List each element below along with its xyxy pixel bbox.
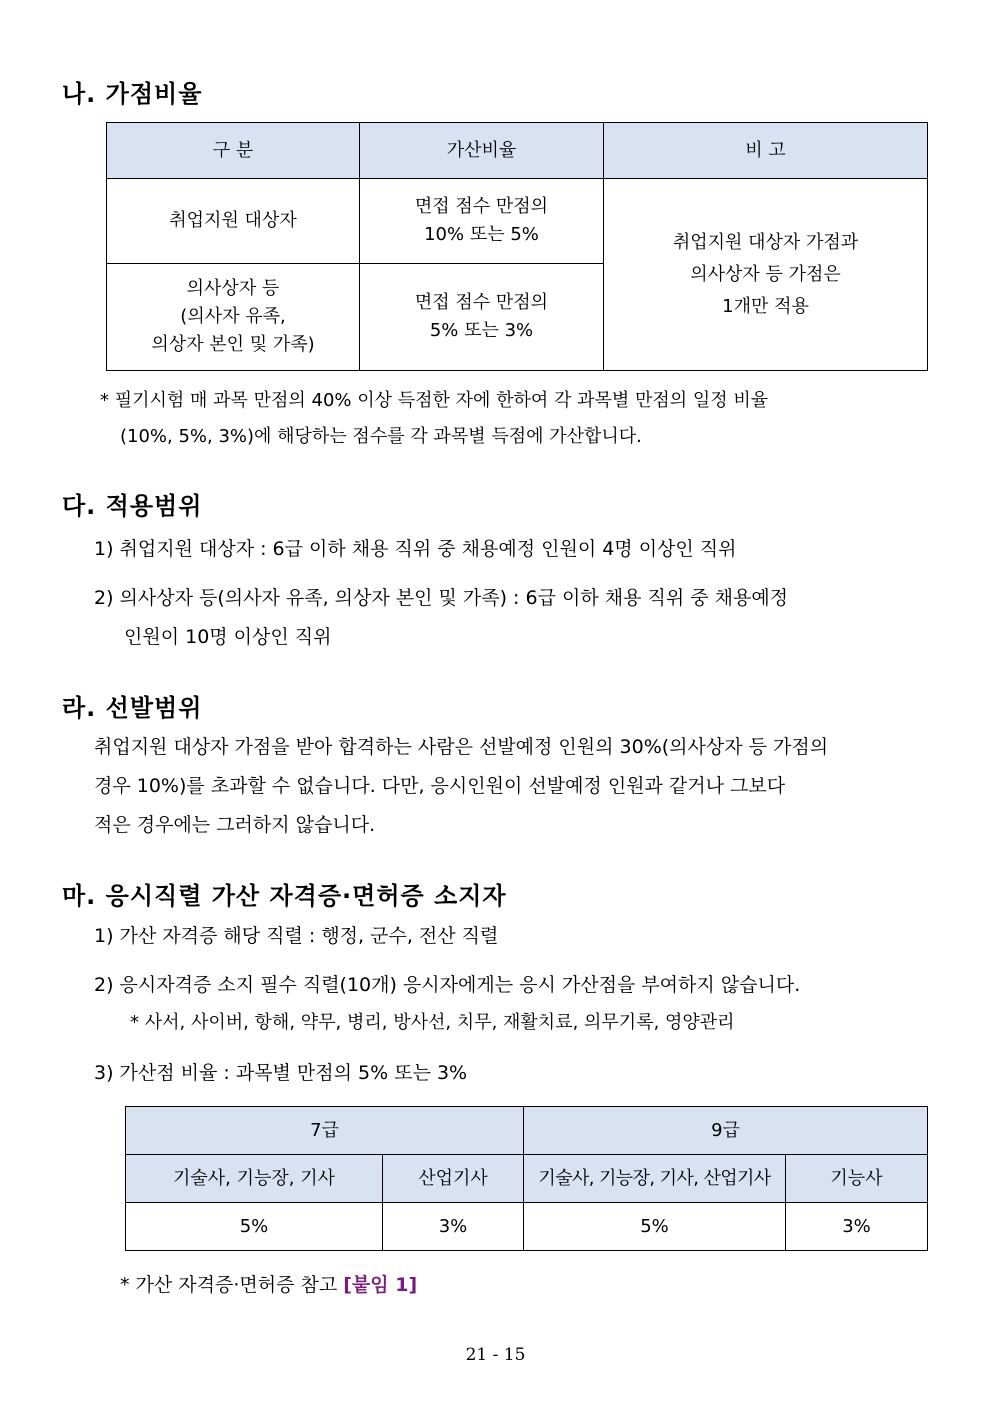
row2-category-line1: 의사상자 등 [186,278,280,299]
grade7-value-b: 3% [383,1203,524,1251]
section-heading-ma: 마. 응시직렬 가산 자격증·면허증 소지자 [62,882,507,910]
reference-link[interactable]: [붙임 1] [343,1274,418,1296]
grade9-value-b: 3% [786,1203,928,1251]
row1-rate-line2: 10% 또는 5% [424,224,539,245]
section-heading-da: 다. 적용범위 [62,492,203,520]
ma-item1: 1) 가산 자격증 해당 직렬 : 행정, 군수, 전산 직렬 [94,925,499,947]
header-remark: 비 고 [604,123,928,179]
row1-rate [360,179,604,264]
row2-category-line2: (의사자 유족, [180,306,286,327]
grade7-sub-a: 기술사, 기능장, 기사 [126,1155,383,1203]
header-category: 구 분 [107,123,360,179]
da-item2-line2: 인원이 10명 이상인 직위 [124,626,332,648]
row2-rate [360,264,604,371]
bonus-rate-table [106,122,928,371]
ra-line2: 경우 10%)를 초과할 수 없습니다. 다만, 응시인원이 선발예정 인원과 같거나 그보다 [94,775,786,797]
grade7-sub-b: 산업기사 [383,1155,524,1203]
da-item1: 1) 취업지원 대상자 : 6급 이하 채용 직위 중 채용예정 인원이 4명 이상인 직위 [94,538,737,560]
remark-line1: 취업지원 대상자 가점과 [672,231,859,253]
note-line1: * 필기시험 매 과목 만점의 40% 이상 득점한 자에 한하여 각 과목별 만점의 일정 비율 [100,390,769,411]
section-heading-ra: 라. 선발범위 [62,694,203,722]
ma-item3: 3) 가산점 비율 : 과목별 만점의 5% 또는 3% [94,1062,468,1084]
row2-rate-line2: 5% 또는 3% [429,320,534,341]
remark-cell [604,179,928,371]
header-rate: 가산비율 [360,123,604,179]
grade9-value-a: 5% [524,1203,786,1251]
page-number: 21 - 15 [465,1345,526,1365]
grade7-header: 7급 [126,1107,524,1155]
note-line2: (10%, 5%, 3%)에 해당하는 점수를 각 과목별 득점에 가산합니다. [120,426,642,447]
row2-category [107,264,360,371]
da-item2-line1: 2) 의사상자 등(의사자 유족, 의상자 본인 및 가족) : 6급 이하 채용 직위 중 채용예정 [94,587,789,609]
remark-line3: 1개만 적용 [722,295,809,317]
reference-prefix: * 가산 자격증·면허증 참고 [120,1274,344,1296]
row2-category-line3: 의상자 본인 및 가족) [151,334,315,355]
ma-item2-note: * 사서, 사이버, 항해, 약무, 병리, 방사선, 치무, 재활치료, 의무기록, 영양관리 [130,1012,735,1033]
reference-note [120,1272,417,1298]
grade9-sub-b: 기능사 [786,1155,928,1203]
row2-rate-line1: 면접 점수 만점의 [414,292,549,313]
grade9-sub-a: 기술사, 기능장, 기사, 산업기사 [524,1155,786,1203]
row1-category: 취업지원 대상자 [107,179,360,264]
ra-line3: 적은 경우에는 그러하지 않습니다. [94,814,376,836]
ra-line1: 취업지원 대상자 가점을 받아 합격하는 사람은 선발예정 인원의 30%(의사상자 등 가점의 [94,736,829,758]
section-heading-na: 나. 가점비율 [62,80,203,108]
certificate-bonus-table [125,1106,928,1251]
grade7-value-a: 5% [126,1203,383,1251]
row1-rate-line1: 면접 점수 만점의 [414,196,549,217]
ma-item2: 2) 응시자격증 소지 필수 직렬(10개) 응시자에게는 응시 가산점을 부여하지 않습니다. [94,974,801,996]
grade9-header: 9급 [524,1107,928,1155]
remark-line2: 의사상자 등 가점은 [690,263,841,285]
